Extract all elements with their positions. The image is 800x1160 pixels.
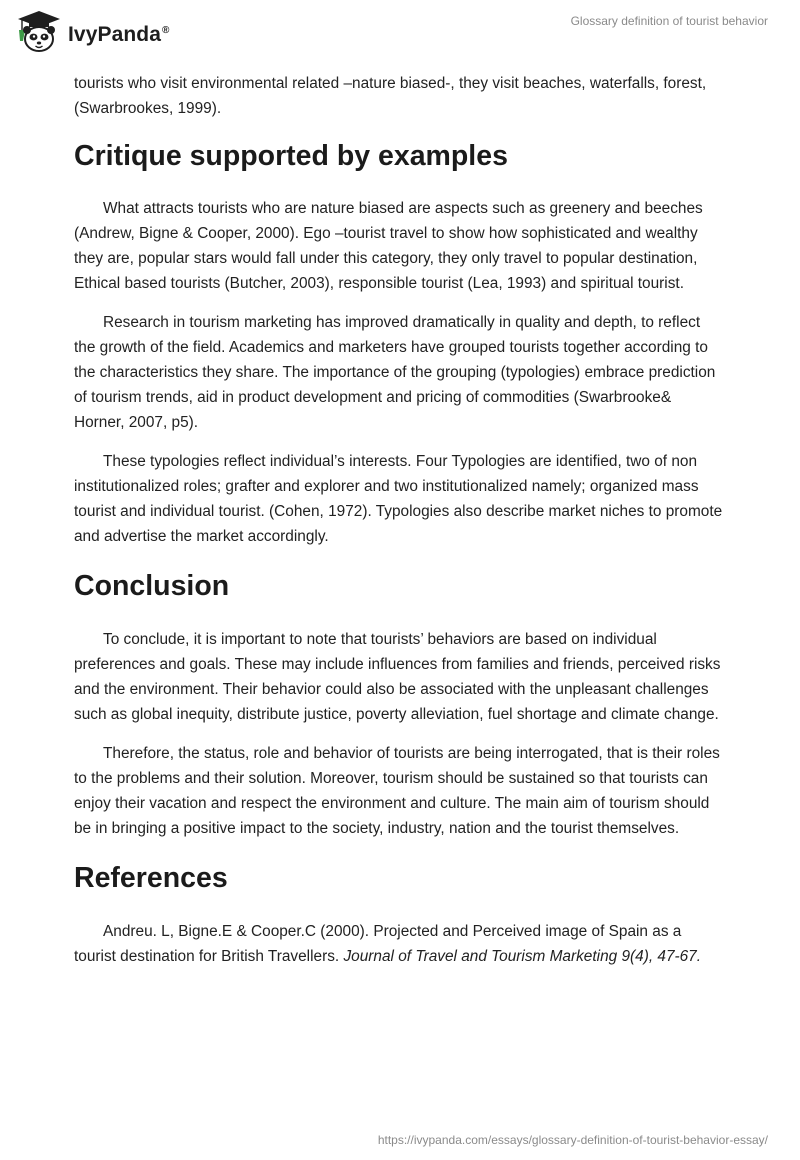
reference-entry	[74, 919, 724, 969]
registered-mark: ®	[162, 25, 170, 36]
essay-content	[74, 71, 724, 983]
critique-paragraph: What attracts tourists who are nature biased are aspects such as greenery and beeches (Andrew, Bigne & Cooper, 2000). Ego –tourist travel to show how sophisticated and wealthy they are, popular stars would fall under this category, they only travel to popular destination, Ethical based tourists (Butcher, 2003), responsible tourist (Lea, 1993) and spiritual tourist.	[74, 200, 703, 292]
reference-journal: Journal of Travel and Tourism Marketing 9(4), 47-67.	[343, 948, 702, 965]
brand-logo[interactable]	[14, 8, 169, 58]
document-title: Glossary definition of tourist behavior	[570, 14, 768, 28]
conclusion-heading: Conclusion	[74, 570, 230, 602]
reference-text: Andreu. L, Bigne.E & Cooper.C (2000). Projected and Perceived image of Spain as a tourist destination for British Travellers.	[74, 923, 682, 965]
critique-heading: Critique supported by examples	[74, 140, 508, 172]
conclusion-paragraph: Therefore, the status, role and behavior of tourists are being interrogated, that is their roles to the problems and their solution. Moreover, tourism should be sustained so that tourists can enjoy their vacation and respect the environment and culture. The main aim of tourism should be in bringing a positive impact to the society, industry, nation and the tourist themselves.	[74, 745, 720, 837]
conclusion-paragraph: To conclude, it is important to note that tourists’ behaviors are based on individual preferences and goals. These may include influences from families and friends, perceived risks and the environment. Their behavior could also be associated with the unpleasant challenges such as global inequity, distribute justice, poverty alleviation, fuel shortage and climate change.	[74, 631, 721, 723]
brand-name: IvyPanda®	[68, 23, 170, 46]
source-url[interactable]: https://ivypanda.com/essays/glossary-definition-of-tourist-behavior-essay/	[377, 1133, 768, 1147]
critique-paragraph: Research in tourism marketing has improved dramatically in quality and depth, to reflect the growth of the field. Academics and marketers have grouped tourists together according to the characteristics they share. The importance of the grouping (typologies) embrace prediction of tourism trends, aid in product development and pricing of commodities (Swarbrooke& Horner, 2007, p5).	[74, 314, 716, 431]
page-header	[0, 0, 800, 70]
panda-graduate-icon	[14, 8, 64, 58]
intro-paragraph: tourists who visit environmental related –nature biased-, they visit beaches, waterfalls, forest, (Swarbrookes, 1999).	[74, 75, 707, 117]
references-heading: References	[74, 862, 228, 894]
critique-paragraph: These typologies reflect individual’s interests. Four Typologies are identified, two of non institutionalized roles; grafter and explorer and two institutionalized namely; organized mass tourist and individual tourist. (Cohen, 1972). Typologies also describe market niches to promote and advertise the market accordingly.	[74, 453, 723, 545]
